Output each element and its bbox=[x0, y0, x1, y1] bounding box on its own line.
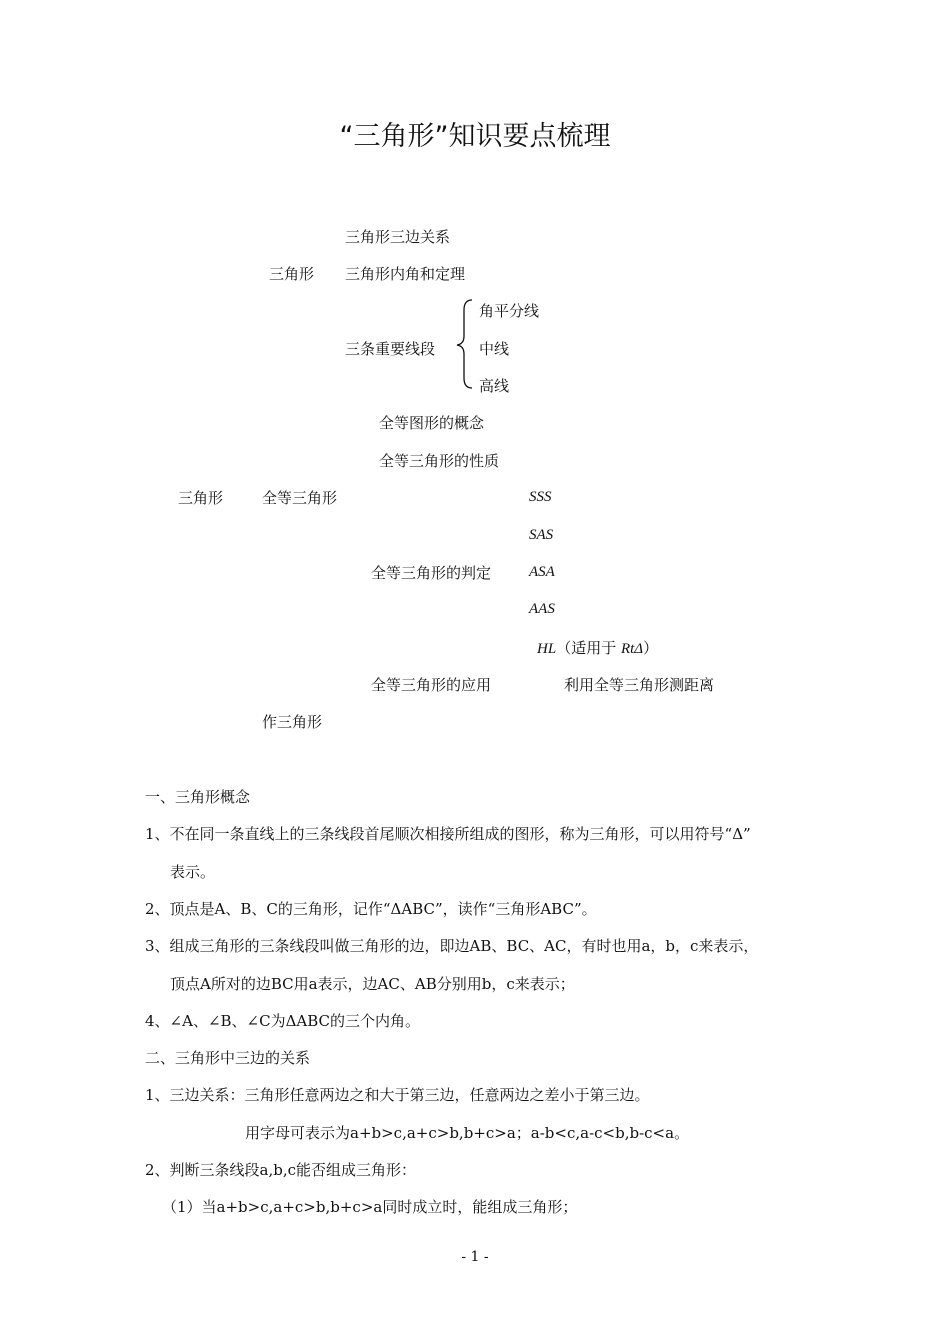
paragraph-judge-case1: （1）当a+b>c,a+c>b,b+c>a同时成立时，能组成三角形； bbox=[162, 1198, 578, 1216]
tree-item-side-relation: 三角形三边关系 bbox=[345, 228, 451, 246]
tree-item-angle-bisector: 角平分线 bbox=[479, 302, 540, 320]
tree-node-triangle: 三角形 bbox=[269, 265, 315, 283]
section-heading-concept: 一、三角形概念 bbox=[145, 788, 251, 806]
page-number: - 1 - bbox=[461, 1249, 489, 1265]
tree-item-median: 中线 bbox=[479, 340, 510, 358]
brace-icon bbox=[454, 298, 476, 390]
paragraph-side-relation: 1、三边关系：三角形任意两边之和大于第三边，任意两边之差小于第三边。 bbox=[145, 1086, 650, 1104]
formula-side-relation: 用字母可表示为a+b>c,a+c>b,b+c>a；a-b<c,a-c<b,b-c<a。 bbox=[245, 1124, 690, 1142]
tree-item-altitude: 高线 bbox=[479, 377, 510, 395]
criterion-aas: AAS bbox=[529, 601, 555, 617]
paragraph-sides-cont: 顶点A所对的边BC用a表示，边AC、AB分别用b，c来表示； bbox=[170, 975, 575, 993]
tree-node-criteria: 全等三角形的判定 bbox=[371, 564, 492, 582]
criterion-asa: ASA bbox=[529, 564, 555, 580]
section-heading-sides: 二、三角形中三边的关系 bbox=[145, 1049, 311, 1067]
tree-item-measure-distance: 利用全等三角形测距离 bbox=[564, 676, 715, 694]
criterion-hl: HL（适用于 RtΔ） bbox=[537, 639, 659, 657]
tree-node-application: 全等三角形的应用 bbox=[371, 676, 492, 694]
paragraph-notation: 2、顶点是A、B、C的三角形，记作“ΔABC”，读作“三角形ABC”。 bbox=[145, 900, 597, 918]
tree-item-angle-sum: 三角形内角和定理 bbox=[345, 265, 466, 283]
tree-node-congruent: 全等三角形 bbox=[262, 489, 338, 507]
tree-node-construct: 作三角形 bbox=[262, 713, 323, 731]
paragraph-judge: 2、判断三条线段a,b,c能否组成三角形： bbox=[145, 1161, 417, 1179]
page-title: “三角形”知识要点梳理 bbox=[339, 121, 611, 152]
paragraph-angles: 4、∠A、∠B、∠C为ΔABC的三个内角。 bbox=[145, 1012, 421, 1030]
paragraph-definition-cont: 表示。 bbox=[170, 863, 216, 881]
criterion-sas: SAS bbox=[529, 527, 554, 543]
tree-item-congruent-property: 全等三角形的性质 bbox=[379, 452, 500, 470]
tree-root: 三角形 bbox=[178, 489, 224, 507]
paragraph-sides: 3、组成三角形的三条线段叫做三角形的边，即边AB、BC、AC，有时也用a，b，c来表示， bbox=[145, 937, 759, 955]
paragraph-definition: 1、不在同一条直线上的三条线段首尾顺次相接所组成的图形，称为三角形，可以用符号“Δ” bbox=[145, 825, 751, 843]
tree-item-congruent-concept: 全等图形的概念 bbox=[379, 414, 485, 432]
criterion-sss: SSS bbox=[529, 489, 552, 505]
tree-node-segments: 三条重要线段 bbox=[345, 340, 436, 358]
